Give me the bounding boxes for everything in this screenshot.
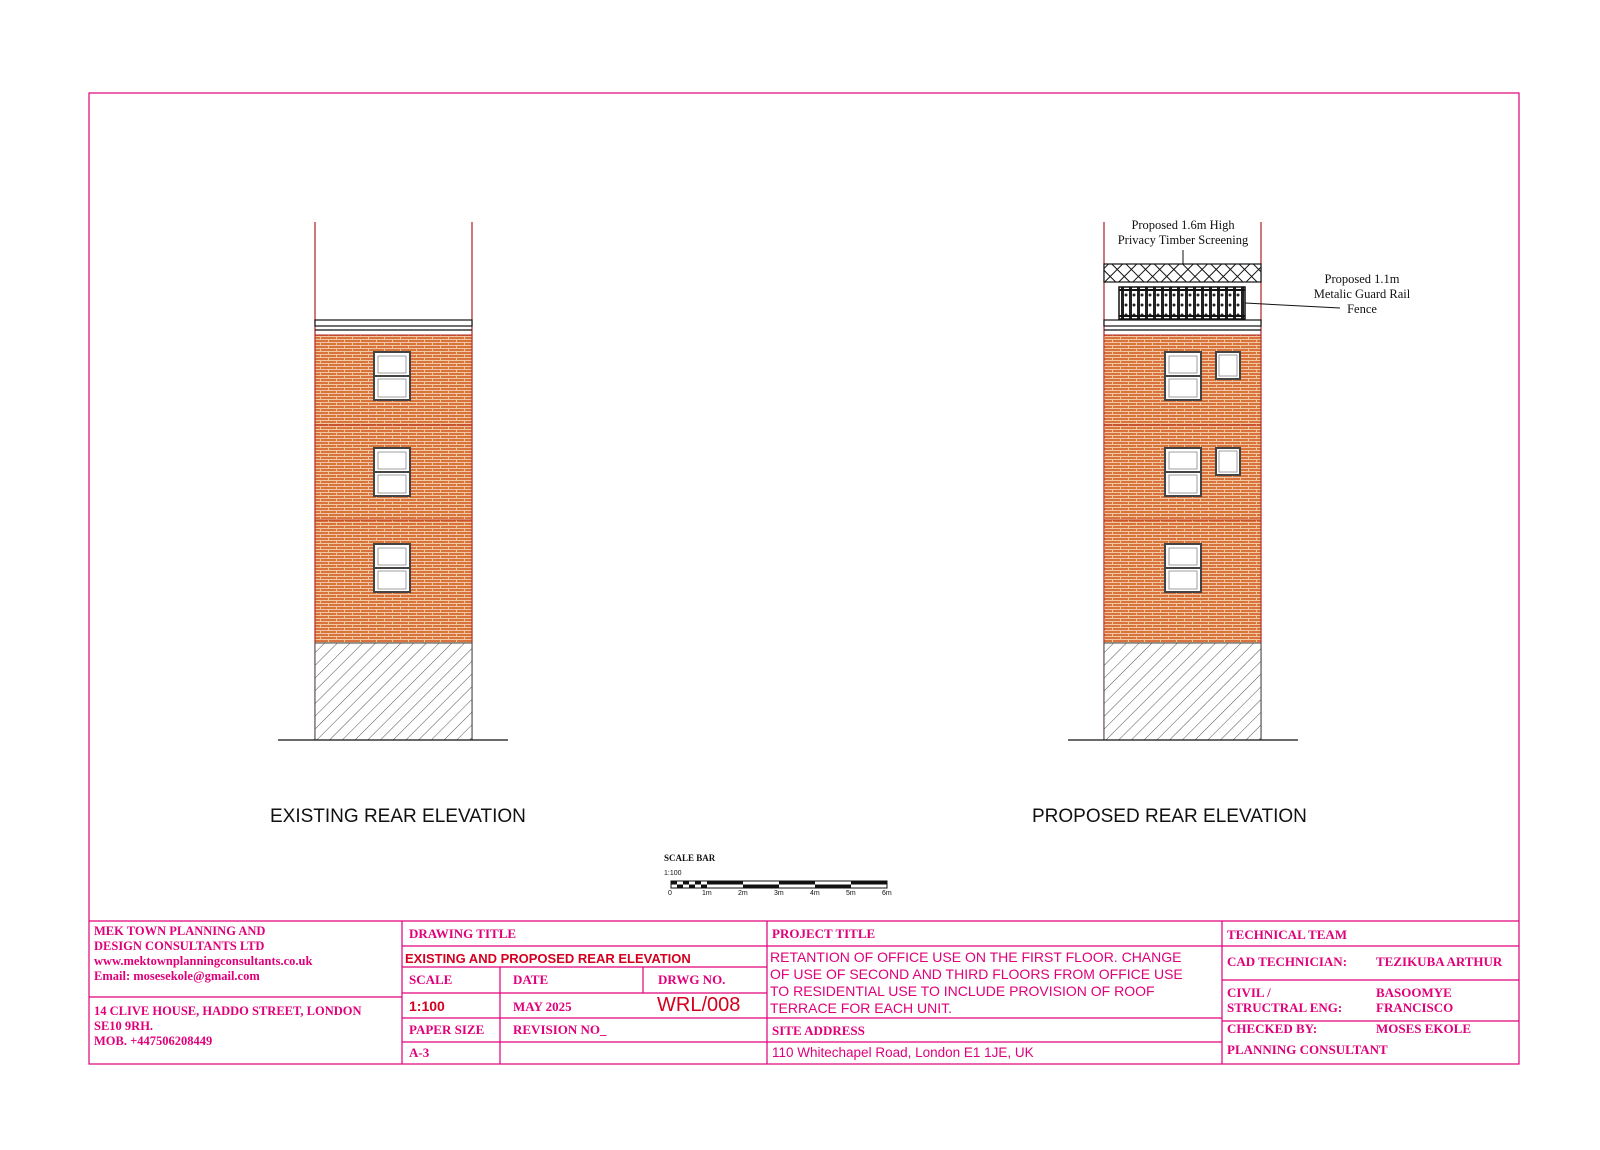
screening-annotation-line: Privacy Timber Screening [1117, 233, 1249, 247]
window [374, 448, 410, 496]
privacy-timber-screening [1104, 264, 1261, 282]
scale-tick-label: 3m [774, 890, 784, 897]
site-address-label: SITE ADDRESS [772, 1023, 865, 1038]
scale-tick-label: 5m [846, 890, 856, 897]
scale-tick-label: 4m [810, 890, 820, 897]
date-label: DATE [513, 972, 549, 987]
cad-technician-name: TEZIKUBA ARTHUR [1376, 954, 1503, 969]
civil-eng-label-line: STRUCTRAL ENG: [1227, 1000, 1343, 1015]
scale-bar-title: SCALE BAR [664, 853, 716, 863]
drwg-no-value: WRL/008 [657, 994, 741, 1016]
drwg-no-label: DRWG NO. [658, 972, 726, 987]
civil-eng-label [1227, 985, 1342, 1015]
scale-bar-ratio: 1:100 [664, 870, 682, 877]
small-window [1216, 448, 1240, 475]
existing-elevation [278, 222, 508, 740]
paper-size-label: PAPER SIZE [409, 1022, 485, 1037]
company-name: MEK TOWN PLANNING AND [94, 924, 266, 938]
technical-team-label: TECHNICAL TEAM [1227, 927, 1348, 942]
window [1165, 448, 1201, 496]
company-address [94, 1004, 362, 1049]
drawing-title: EXISTING AND PROPOSED REAR ELEVATION [405, 951, 691, 966]
scale-tick-label: 2m [738, 890, 748, 897]
company-info [94, 924, 312, 984]
checked-by-name: MOSES EKOLE [1376, 1021, 1471, 1036]
address-line: 14 CLIVE HOUSE, HADDO STREET, LONDON [94, 1004, 362, 1018]
address-line: SE10 9RH. [94, 1019, 154, 1033]
project-title-line: TO RESIDENTIAL USE TO INCLUDE PROVISION OF ROOF [770, 983, 1155, 999]
civil-eng-name [1376, 985, 1453, 1015]
project-title-line: TERRACE FOR EACH UNIT. [770, 1000, 953, 1016]
screening-annotation-line: Proposed 1.6m High [1131, 218, 1235, 232]
screening-annotation [1100, 218, 1266, 248]
window [1165, 544, 1201, 592]
revision-label: REVISION NO_ [513, 1022, 607, 1037]
sheet-border [89, 93, 1519, 1064]
metal-guard-rail [1119, 287, 1245, 319]
paper-size-value: A-3 [409, 1045, 430, 1060]
scale-bar [671, 881, 887, 888]
foundation-hatch [315, 643, 472, 740]
window [374, 352, 410, 400]
window [1165, 352, 1201, 400]
guard-rail-annotation [1300, 272, 1424, 317]
company-name: DESIGN CONSULTANTS LTD [94, 939, 265, 953]
drawing-title-label: DRAWING TITLE [409, 926, 517, 941]
scale-tick-label: 1m [702, 890, 712, 897]
existing-elevation-title: EXISTING REAR ELEVATION [270, 806, 526, 827]
checked-by-label: CHECKED BY: [1227, 1021, 1318, 1036]
project-title-label: PROJECT TITLE [772, 926, 876, 941]
civil-eng-name-line: BASOOMYE [1376, 985, 1452, 1000]
scale-value: 1:100 [409, 998, 445, 1014]
date-value: MAY 2025 [513, 999, 572, 1014]
company-mobile: MOB. +447506208449 [94, 1034, 213, 1048]
company-website: www.mektownplanningconsultants.co.uk [94, 954, 313, 968]
scale-tick-label: 0 [668, 890, 672, 897]
project-title [770, 949, 1183, 1017]
scale-tick-label: 6m [882, 890, 892, 897]
civil-eng-label-line: CIVIL / [1227, 985, 1271, 1000]
proposed-elevation-title: PROPOSED REAR ELEVATION [1032, 806, 1307, 827]
cad-technician-label: CAD TECHNICIAN: [1227, 954, 1348, 969]
scale-label: SCALE [409, 972, 453, 987]
site-address: 110 Whitechapel Road, London E1 1JE, UK [772, 1045, 1034, 1060]
guard-rail-annotation-line: Proposed 1.1m [1324, 272, 1400, 286]
guard-rail-annotation-line: Fence [1347, 302, 1377, 316]
planning-consultant-label: PLANNING CONSULTANT [1227, 1042, 1388, 1057]
project-title-line: RETANTION OF OFFICE USE ON THE FIRST FLOOR. CHANGE [770, 949, 1182, 965]
civil-eng-name-line: FRANCISCO [1376, 1000, 1454, 1015]
foundation-hatch [1104, 643, 1261, 740]
project-title-line: OF USE OF SECOND AND THIRD FLOORS FROM OFFICE USE [770, 966, 1183, 982]
guard-rail-annotation-line: Metalic Guard Rail [1313, 287, 1411, 301]
small-window [1216, 352, 1240, 379]
company-email: Email: mosesekole@gmail.com [94, 969, 260, 983]
window [374, 544, 410, 592]
